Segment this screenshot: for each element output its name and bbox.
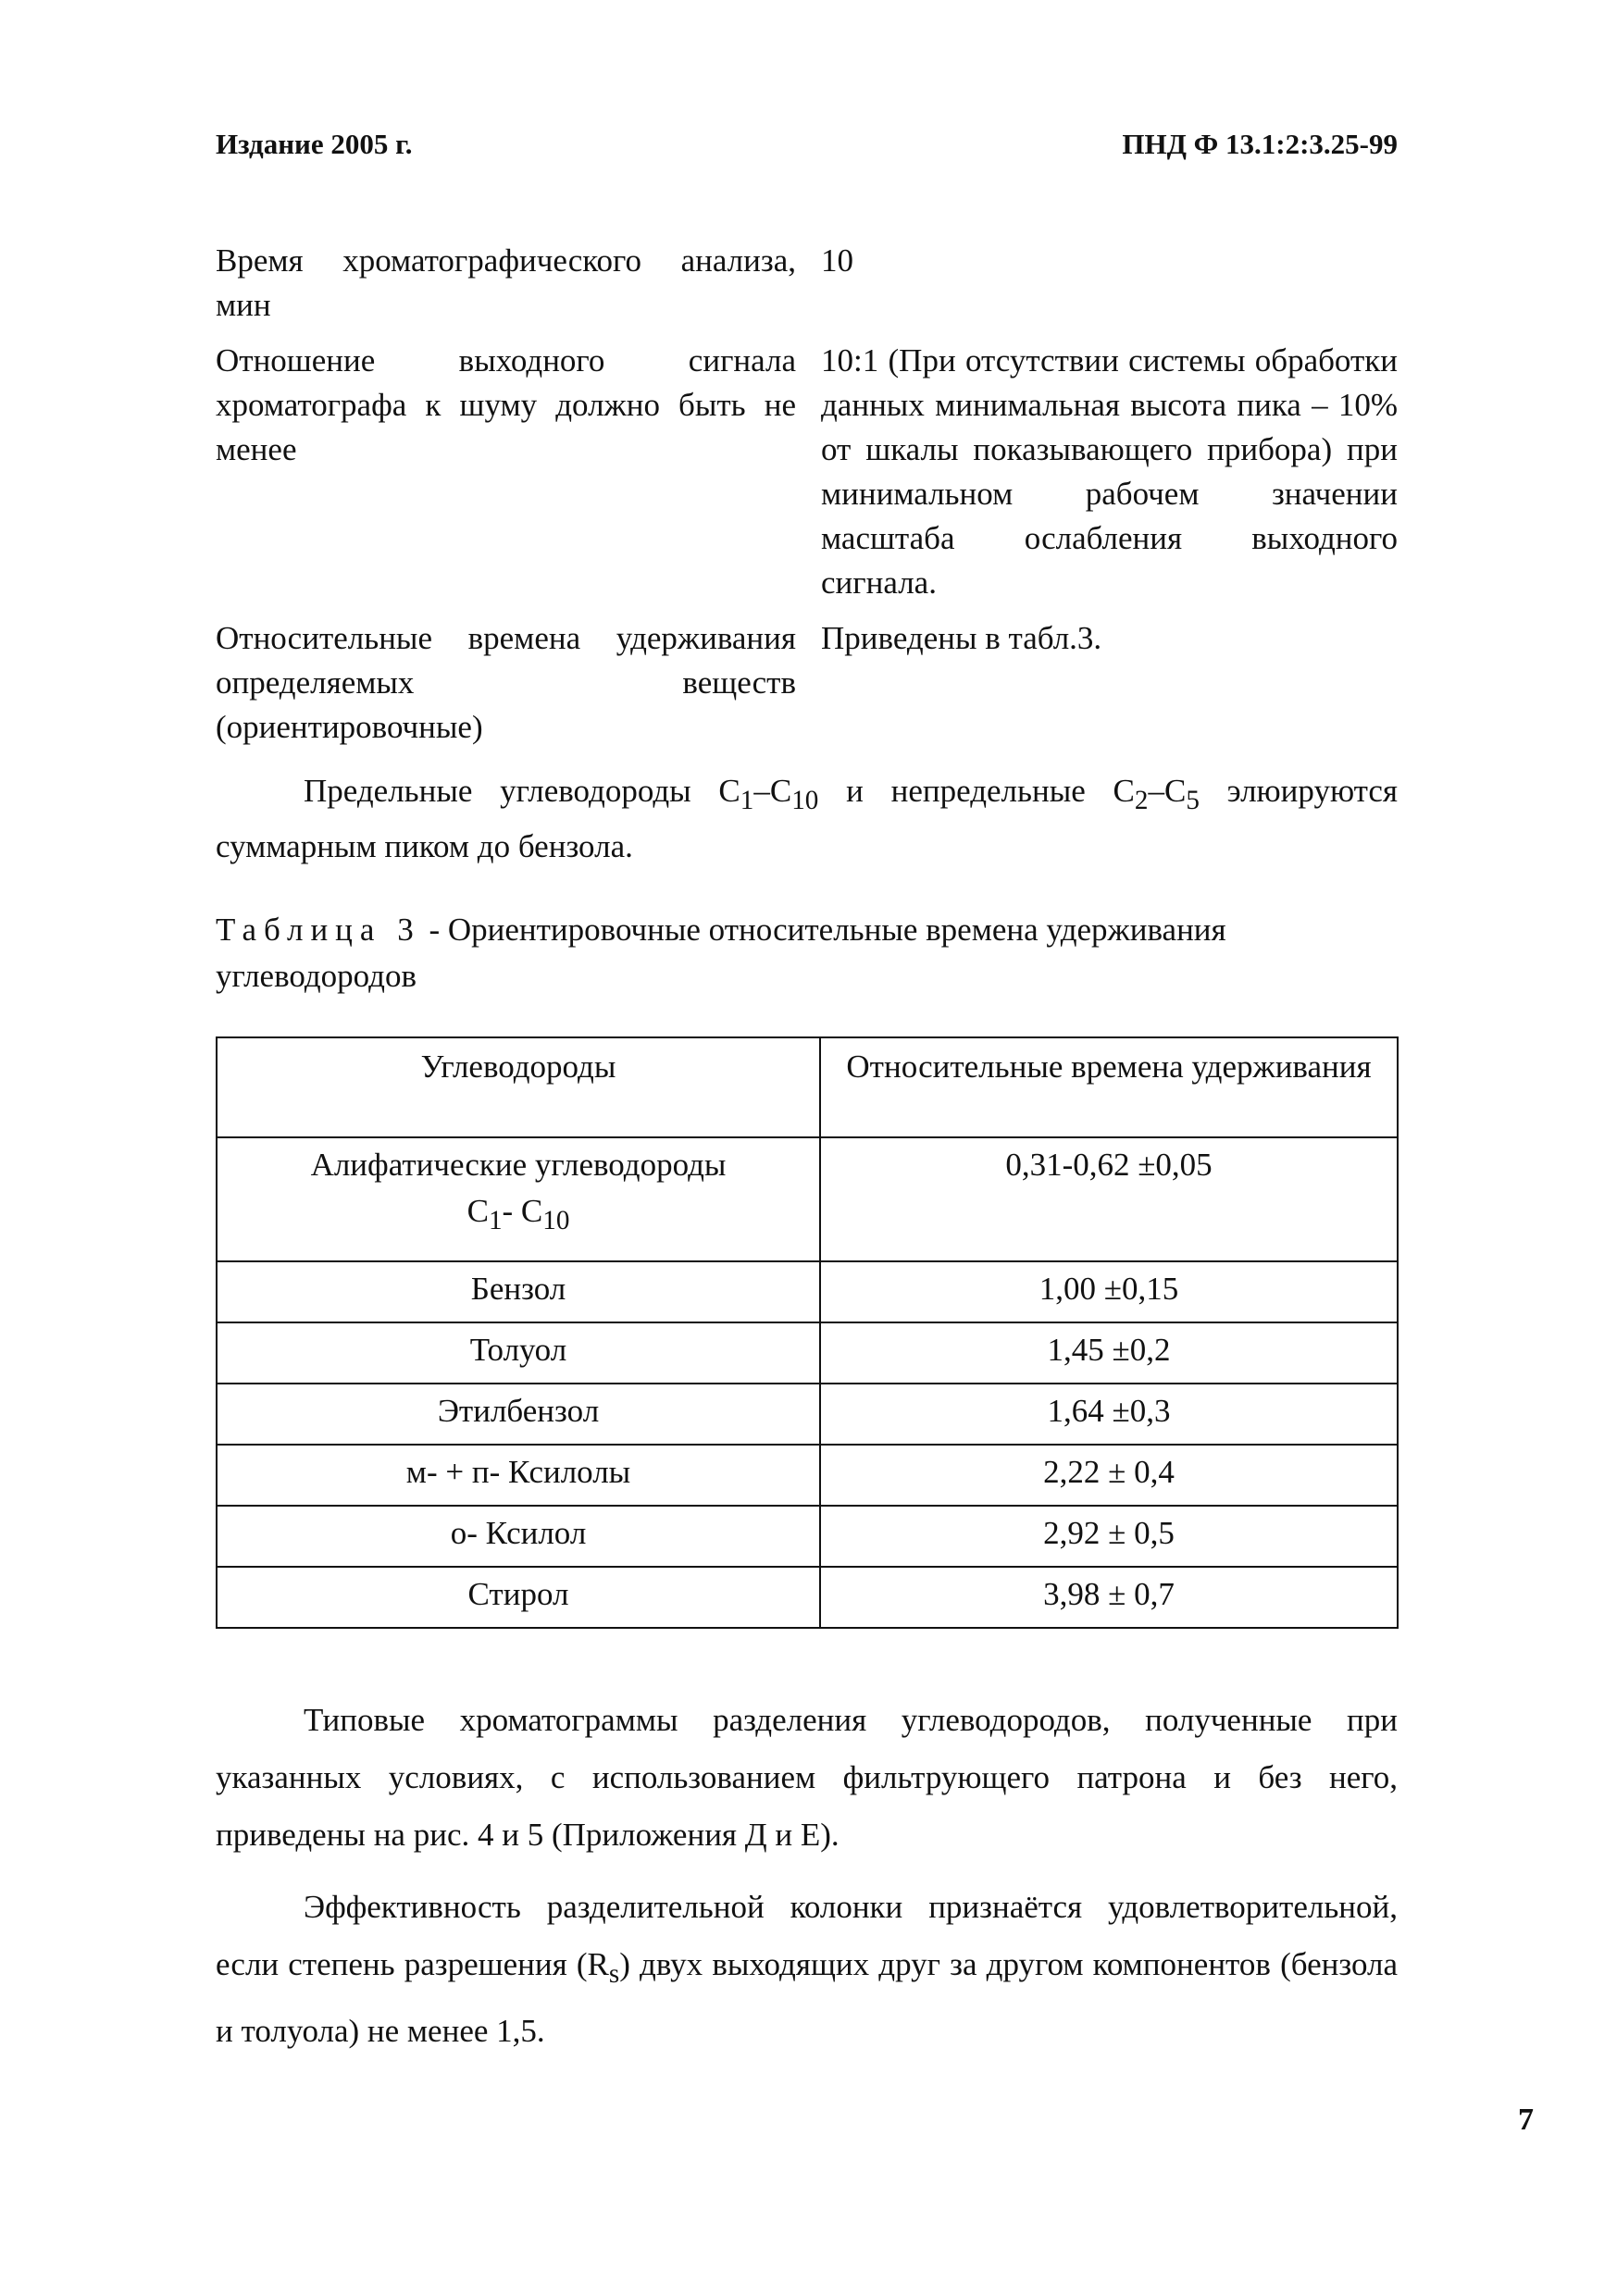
hydrocarbon-name: Бензол xyxy=(217,1261,820,1322)
table-row xyxy=(217,1445,1398,1506)
page-number: 7 xyxy=(1518,2103,1534,2137)
hydrocarbon-name: Алифатические углеводороды $C_1-$ $C_{10}$ xyxy=(217,1137,820,1261)
retention-time-value: 1,45 ±0,2 xyxy=(820,1322,1398,1384)
hydrocarbon-name: о- Ксилол xyxy=(217,1506,820,1567)
hydrocarbon-name: Толуол xyxy=(217,1322,820,1384)
hydrocarbon-name: м- + п- Ксилолы xyxy=(217,1445,820,1506)
hydrocarbon-name: Этилбензол xyxy=(217,1384,820,1445)
table-row xyxy=(217,1506,1398,1567)
document-code: ПНД Ф 13.1:2:3.25-99 xyxy=(1122,128,1398,160)
retention-time-value: 3,98 ± 0,7 xyxy=(820,1567,1398,1628)
parameter-label: Относительные времена удерживания определяемых веществ (ориентировочные) xyxy=(216,620,796,745)
table-row xyxy=(217,1261,1398,1322)
chromatograms-paragraph: Типовые хроматограммы разделения углеводородов, полученные при указанных условиях, с использованием фильтрующего патрона и без него, приведены на рис. 4 и 5 (Приложения Д и Е). xyxy=(216,1702,1398,1853)
edition-label: Издание 2005 г. xyxy=(216,128,413,160)
table-row xyxy=(217,1567,1398,1628)
efficiency-paragraph: Эффективность разделительной колонки признаётся удовлетворительной, если степень разрешения $(R_s)$ двух выходящих друг за другом компонентов (бензола и толуола) не менее 1,5. xyxy=(216,1889,1398,2049)
elution-paragraph: Предельные углеводороды $C_1-C_{10}$ и непредельные $C_2-C_5$ элюируются суммарным пиком до бензола. xyxy=(216,773,1398,864)
analysis-parameters xyxy=(216,239,1398,761)
parameter-label: Время хроматографического анализа, мин xyxy=(216,242,796,323)
retention-time-value: 0,31-0,62 ±0,05 xyxy=(820,1137,1398,1261)
hydrocarbon-name: Стирол xyxy=(217,1567,820,1628)
retention-time-value: 2,92 ± 0,5 xyxy=(820,1506,1398,1567)
page-header xyxy=(216,128,1398,165)
table-header-row xyxy=(217,1037,1398,1137)
table-caption-label: Таблица 3 xyxy=(216,912,421,948)
parameter-label: Отношение выходного сигнала хроматографа к шуму должно быть не менее xyxy=(216,342,796,467)
retention-time-value: 1,64 ±0,3 xyxy=(820,1384,1398,1445)
parameter-value: 10:1 (При отсутствии системы обработки данных минимальная высота пика – 10% от шкалы показывающего прибора) при минимальном рабочем значении масштаба ослабления выходного сигнала. xyxy=(821,342,1398,601)
table-row xyxy=(217,1322,1398,1384)
column-header-retention-times: Относительные времена удерживания xyxy=(820,1037,1398,1137)
retention-time-value: 1,00 ±0,15 xyxy=(820,1261,1398,1322)
retention-time-value: 2,22 ± 0,4 xyxy=(820,1445,1398,1506)
column-header-hydrocarbons: Углеводороды xyxy=(217,1037,820,1137)
table-row xyxy=(217,1137,1398,1261)
table-caption-text: - Ориентировочные относительные времена удерживания углеводородов xyxy=(216,912,1226,994)
table-caption xyxy=(216,907,1398,999)
parameter-row xyxy=(216,616,1398,750)
parameter-value: Приведены в табл.3. xyxy=(821,620,1102,656)
parameter-row xyxy=(216,239,1398,328)
parameter-row xyxy=(216,339,1398,605)
retention-times-table xyxy=(216,1036,1399,1629)
table-row xyxy=(217,1384,1398,1445)
parameter-value: 10 xyxy=(821,242,853,279)
